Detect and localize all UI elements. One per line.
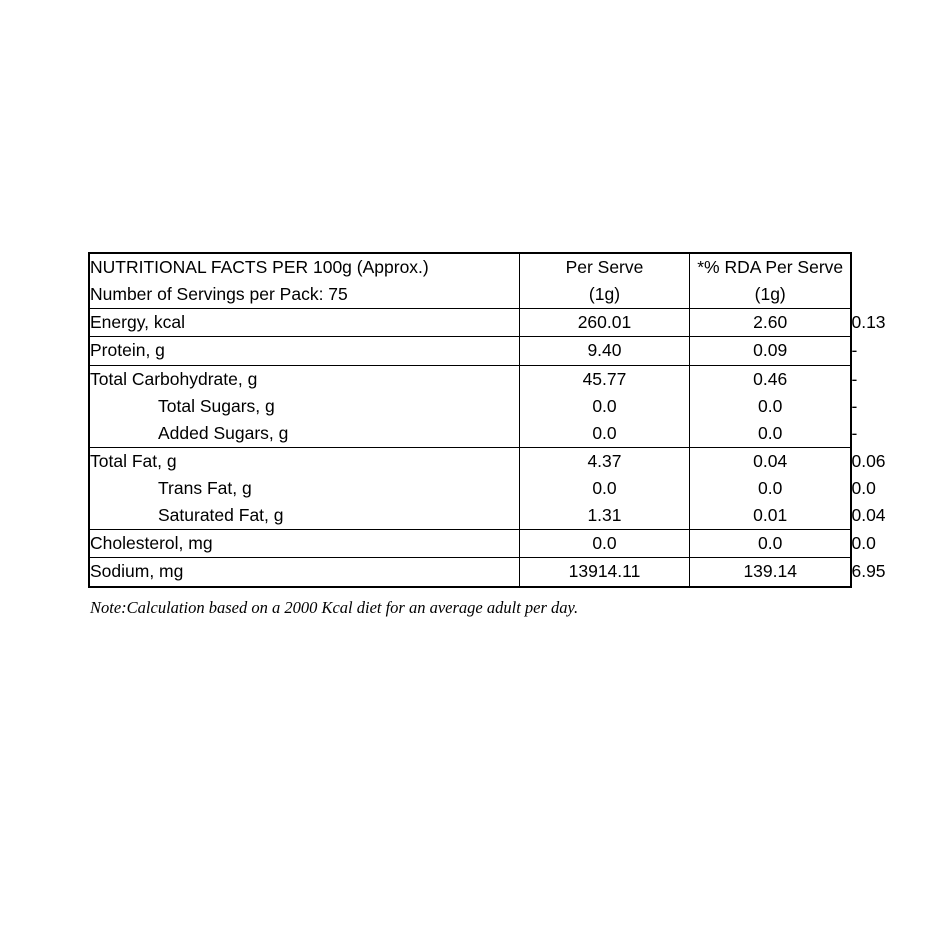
nutrient-name: Cholesterol, mg (89, 530, 520, 558)
nutrient-per-100g: 13914.11 (520, 558, 690, 587)
nutrient-per-100g: 0.0 (520, 475, 690, 502)
nutrient-per-serve: 0.46 (689, 365, 851, 393)
nutrient-per-serve: 0.0 (689, 530, 851, 558)
nutrient-name: Total Sugars, g (89, 393, 520, 420)
nutrition-facts-table (88, 252, 886, 588)
nutrient-name: Added Sugars, g (89, 420, 520, 448)
table-row (89, 420, 851, 448)
nutrient-per-serve: 2.60 (689, 309, 851, 337)
table-row (89, 558, 851, 587)
header-title-cell (89, 253, 520, 309)
nutrient-per-100g: 1.31 (520, 502, 690, 530)
nutrient-per-100g: 9.40 (520, 337, 690, 365)
nutrient-name: Sodium, mg (89, 558, 520, 587)
table-row (89, 393, 851, 420)
nutrient-name: Total Carbohydrate, g (89, 365, 520, 393)
nutrient-name: Trans Fat, g (89, 475, 520, 502)
table-row (89, 475, 851, 502)
nutrient-per-serve: 0.0 (689, 393, 851, 420)
header-per-serve-line-2: (1g) (588, 284, 621, 305)
table-row (89, 530, 851, 558)
nutrient-name: Energy, kcal (89, 309, 520, 337)
nutrient-per-serve: 0.0 (689, 475, 851, 502)
nutrient-name: Saturated Fat, g (89, 502, 520, 530)
nutrient-per-100g: 0.0 (520, 530, 690, 558)
footnote: Note:Calculation based on a 2000 Kcal diet for an average adult per day. (90, 597, 579, 617)
table-row (89, 365, 851, 393)
table-row (89, 309, 851, 337)
nutrient-per-serve: 0.09 (689, 337, 851, 365)
nutrient-per-serve: 0.0 (689, 420, 851, 448)
header-title-line-2: Number of Servings per Pack: 75 (90, 284, 348, 305)
header-per-serve-cell (520, 253, 690, 309)
nutrient-per-serve: 0.04 (689, 447, 851, 475)
nutrient-per-100g: 0.0 (520, 420, 690, 448)
nutrient-per-100g: 4.37 (520, 447, 690, 475)
header-rda-line-2: (1g) (754, 284, 786, 305)
nutrient-name: Protein, g (89, 337, 520, 365)
nutrient-per-100g: 0.0 (520, 393, 690, 420)
nutrient-per-100g: 45.77 (520, 365, 690, 393)
nutrition-facts-panel (88, 252, 886, 618)
header-rda-cell (689, 253, 851, 309)
nutrient-per-serve: 139.14 (689, 558, 851, 587)
table-row (89, 447, 851, 475)
nutrient-name: Total Fat, g (89, 447, 520, 475)
table-row (89, 502, 851, 530)
header-per-serve-line-1: Per Serve (565, 257, 644, 277)
nutrient-per-serve: 0.01 (689, 502, 851, 530)
header-title-line-1: NUTRITIONAL FACTS PER 100g (Approx.) (90, 257, 429, 277)
nutrient-per-100g: 260.01 (520, 309, 690, 337)
table-header-row (89, 253, 851, 309)
header-rda-line-1: *% RDA Per Serve (697, 257, 844, 277)
table-row (89, 337, 851, 365)
